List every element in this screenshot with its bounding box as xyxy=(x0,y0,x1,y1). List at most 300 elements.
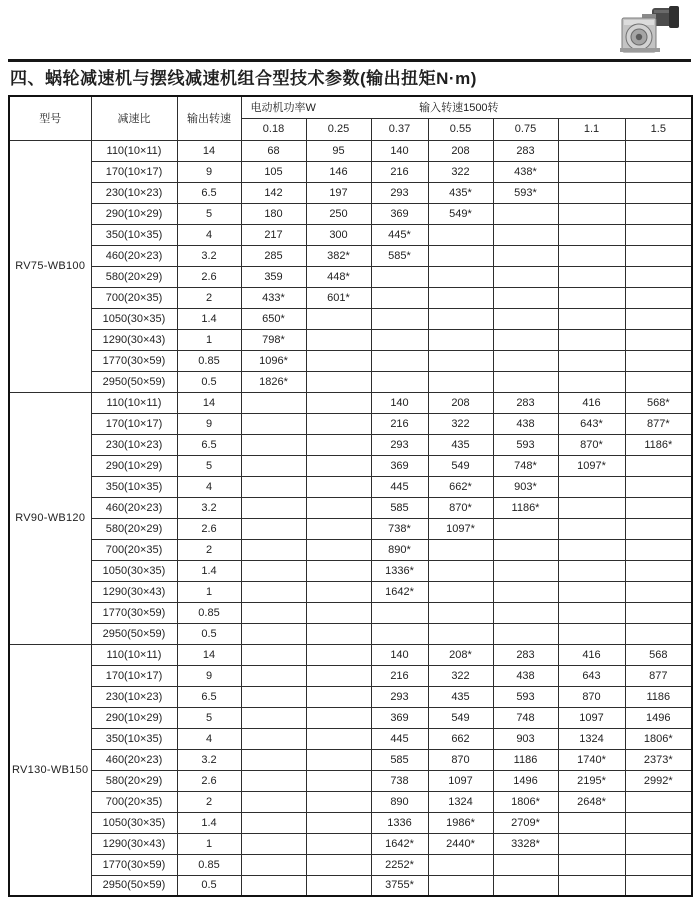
output-speed-cell: 0.85 xyxy=(177,854,241,875)
ratio-cell: 1290(30×43) xyxy=(91,581,177,602)
ratio-cell: 1050(30×35) xyxy=(91,308,177,329)
table-row xyxy=(9,329,692,350)
torque-value-cell xyxy=(493,371,558,392)
torque-value-cell: 1097* xyxy=(428,518,493,539)
ratio-cell: 290(10×29) xyxy=(91,203,177,224)
torque-value-cell: 549 xyxy=(428,707,493,728)
torque-value-cell: 146 xyxy=(306,161,371,182)
torque-value-cell xyxy=(371,287,428,308)
torque-value-cell xyxy=(306,497,371,518)
torque-value-cell xyxy=(241,602,306,623)
torque-value-cell xyxy=(306,350,371,371)
table-row xyxy=(9,371,692,392)
torque-value-cell: 1097* xyxy=(558,455,625,476)
torque-value-cell xyxy=(558,476,625,497)
torque-value-cell xyxy=(625,854,692,875)
torque-value-cell: 197 xyxy=(306,182,371,203)
torque-value-cell: 293 xyxy=(371,686,428,707)
torque-value-cell xyxy=(306,644,371,665)
torque-value-cell: 322 xyxy=(428,161,493,182)
torque-value-cell xyxy=(306,371,371,392)
torque-value-cell: 1826* xyxy=(241,371,306,392)
torque-value-cell xyxy=(558,518,625,539)
torque-value-cell: 1642* xyxy=(371,581,428,602)
table-row xyxy=(9,266,692,287)
col-header-power-group xyxy=(241,96,692,118)
spec-table xyxy=(8,95,693,897)
ratio-cell: 1050(30×35) xyxy=(91,560,177,581)
torque-value-cell: 585 xyxy=(371,497,428,518)
torque-value-cell xyxy=(558,224,625,245)
torque-value-cell: 369 xyxy=(371,203,428,224)
torque-value-cell: 208 xyxy=(428,392,493,413)
torque-value-cell: 445 xyxy=(371,476,428,497)
output-speed-cell: 1.4 xyxy=(177,308,241,329)
model-cell: RV90-WB120 xyxy=(9,392,91,644)
table-row xyxy=(9,413,692,434)
torque-value-cell: 217 xyxy=(241,224,306,245)
table-row xyxy=(9,623,692,644)
output-speed-cell: 9 xyxy=(177,665,241,686)
torque-value-cell xyxy=(371,623,428,644)
torque-value-cell: 1496 xyxy=(625,707,692,728)
table-row xyxy=(9,434,692,455)
torque-value-cell: 1186* xyxy=(625,434,692,455)
torque-value-cell xyxy=(241,560,306,581)
table-row xyxy=(9,161,692,182)
torque-value-cell xyxy=(306,581,371,602)
model-cell: RV75-WB100 xyxy=(9,140,91,392)
output-speed-cell: 4 xyxy=(177,476,241,497)
torque-value-cell xyxy=(625,539,692,560)
torque-value-cell xyxy=(241,623,306,644)
output-speed-cell: 6.5 xyxy=(177,686,241,707)
torque-value-cell: 369 xyxy=(371,707,428,728)
torque-value-cell xyxy=(493,518,558,539)
gearbox-photo xyxy=(612,4,684,58)
table-row xyxy=(9,854,692,875)
torque-value-cell xyxy=(625,329,692,350)
output-speed-cell: 1.4 xyxy=(177,560,241,581)
torque-value-cell xyxy=(493,245,558,266)
torque-value-cell xyxy=(428,602,493,623)
torque-value-cell xyxy=(371,371,428,392)
ratio-cell: 580(20×29) xyxy=(91,266,177,287)
output-speed-cell: 14 xyxy=(177,392,241,413)
table-row xyxy=(9,749,692,770)
torque-value-cell xyxy=(306,875,371,896)
ratio-cell: 1770(30×59) xyxy=(91,350,177,371)
output-speed-cell: 5 xyxy=(177,203,241,224)
ratio-cell: 230(10×23) xyxy=(91,686,177,707)
torque-value-cell: 1097 xyxy=(558,707,625,728)
torque-value-cell xyxy=(625,812,692,833)
torque-value-cell xyxy=(493,539,558,560)
torque-value-cell xyxy=(306,476,371,497)
ratio-cell: 230(10×23) xyxy=(91,434,177,455)
torque-value-cell xyxy=(493,623,558,644)
torque-value-cell: 438* xyxy=(493,161,558,182)
torque-value-cell: 798* xyxy=(241,329,306,350)
torque-value-cell xyxy=(241,497,306,518)
torque-value-cell: 140 xyxy=(371,140,428,161)
table-row xyxy=(9,581,692,602)
torque-value-cell: 549 xyxy=(428,455,493,476)
torque-value-cell: 216 xyxy=(371,161,428,182)
torque-value-cell: 208 xyxy=(428,140,493,161)
torque-value-cell xyxy=(625,266,692,287)
torque-value-cell xyxy=(558,308,625,329)
motor-power-label: 电动机功率W xyxy=(250,102,316,114)
ratio-cell: 700(20×35) xyxy=(91,539,177,560)
col-header-ratio: 减速比 xyxy=(91,96,177,140)
torque-value-cell: 1642* xyxy=(371,833,428,854)
torque-value-cell: 359 xyxy=(241,266,306,287)
torque-value-cell xyxy=(558,140,625,161)
torque-value-cell: 1324 xyxy=(428,791,493,812)
torque-value-cell xyxy=(241,707,306,728)
torque-value-cell xyxy=(306,854,371,875)
output-speed-cell: 1 xyxy=(177,329,241,350)
output-speed-cell: 3.2 xyxy=(177,749,241,770)
torque-value-cell xyxy=(625,350,692,371)
torque-value-cell: 142 xyxy=(241,182,306,203)
torque-value-cell xyxy=(306,329,371,350)
torque-value-cell: 1740* xyxy=(558,749,625,770)
torque-value-cell: 105 xyxy=(241,161,306,182)
torque-value-cell xyxy=(625,245,692,266)
torque-value-cell xyxy=(625,581,692,602)
torque-value-cell xyxy=(625,497,692,518)
torque-value-cell xyxy=(428,581,493,602)
torque-value-cell xyxy=(625,791,692,812)
torque-value-cell xyxy=(558,329,625,350)
torque-value-cell: 903* xyxy=(493,476,558,497)
output-speed-cell: 2.6 xyxy=(177,266,241,287)
torque-value-cell xyxy=(558,602,625,623)
ratio-cell: 460(20×23) xyxy=(91,497,177,518)
torque-value-cell xyxy=(493,203,558,224)
output-speed-cell: 3.2 xyxy=(177,245,241,266)
table-row xyxy=(9,875,692,896)
torque-value-cell: 593 xyxy=(493,686,558,707)
ratio-cell: 580(20×29) xyxy=(91,518,177,539)
torque-value-cell xyxy=(493,875,558,896)
ratio-cell: 1770(30×59) xyxy=(91,854,177,875)
torque-value-cell: 416 xyxy=(558,644,625,665)
table-row xyxy=(9,203,692,224)
torque-value-cell xyxy=(371,266,428,287)
ratio-cell: 230(10×23) xyxy=(91,182,177,203)
torque-value-cell: 250 xyxy=(306,203,371,224)
torque-value-cell xyxy=(241,392,306,413)
torque-value-cell: 445* xyxy=(371,224,428,245)
torque-value-cell xyxy=(241,539,306,560)
table-row xyxy=(9,644,692,665)
torque-value-cell: 585* xyxy=(371,245,428,266)
title-divider-rule xyxy=(8,59,691,62)
output-speed-cell: 1.4 xyxy=(177,812,241,833)
output-speed-cell: 4 xyxy=(177,224,241,245)
torque-value-cell: 283 xyxy=(493,140,558,161)
torque-value-cell xyxy=(625,182,692,203)
ratio-cell: 110(10×11) xyxy=(91,140,177,161)
table-row xyxy=(9,707,692,728)
torque-value-cell: 890* xyxy=(371,539,428,560)
torque-value-cell xyxy=(493,224,558,245)
torque-value-cell xyxy=(241,518,306,539)
torque-value-cell xyxy=(625,518,692,539)
torque-value-cell: 369 xyxy=(371,455,428,476)
ratio-cell: 700(20×35) xyxy=(91,287,177,308)
torque-value-cell: 216 xyxy=(371,413,428,434)
torque-value-cell: 445 xyxy=(371,728,428,749)
torque-value-cell xyxy=(558,833,625,854)
torque-value-cell: 890 xyxy=(371,791,428,812)
torque-value-cell: 300 xyxy=(306,224,371,245)
torque-value-cell xyxy=(558,350,625,371)
torque-value-cell xyxy=(428,875,493,896)
torque-value-cell: 3328* xyxy=(493,833,558,854)
torque-value-cell: 877* xyxy=(625,413,692,434)
torque-value-cell: 1324 xyxy=(558,728,625,749)
output-speed-cell: 0.5 xyxy=(177,371,241,392)
torque-value-cell xyxy=(428,350,493,371)
page-title: 四、蜗轮减速机与摆线减速机组合型技术参数(输出扭矩N·m) xyxy=(10,69,477,88)
torque-value-cell: 870* xyxy=(558,434,625,455)
torque-value-cell: 448* xyxy=(306,266,371,287)
torque-value-cell xyxy=(371,350,428,371)
torque-value-cell xyxy=(625,875,692,896)
ratio-cell: 460(20×23) xyxy=(91,749,177,770)
ratio-cell: 1290(30×43) xyxy=(91,833,177,854)
output-speed-cell: 2 xyxy=(177,539,241,560)
torque-value-cell xyxy=(241,644,306,665)
torque-value-cell xyxy=(493,602,558,623)
table-row xyxy=(9,392,692,413)
ratio-cell: 170(10×17) xyxy=(91,413,177,434)
torque-value-cell: 643 xyxy=(558,665,625,686)
output-speed-cell: 6.5 xyxy=(177,434,241,455)
col-header-power-025: 0.25 xyxy=(306,118,371,140)
torque-value-cell xyxy=(428,854,493,875)
torque-value-cell xyxy=(625,203,692,224)
table-row xyxy=(9,518,692,539)
table-row xyxy=(9,140,692,161)
torque-value-cell: 2440* xyxy=(428,833,493,854)
model-cell: RV130-WB150 xyxy=(9,644,91,896)
torque-value-cell xyxy=(306,686,371,707)
ratio-cell: 700(20×35) xyxy=(91,791,177,812)
torque-value-cell xyxy=(306,455,371,476)
torque-value-cell: 322 xyxy=(428,413,493,434)
output-speed-cell: 0.5 xyxy=(177,623,241,644)
torque-value-cell xyxy=(428,266,493,287)
torque-value-cell: 601* xyxy=(306,287,371,308)
torque-value-cell: 95 xyxy=(306,140,371,161)
torque-value-cell xyxy=(493,560,558,581)
torque-value-cell xyxy=(306,623,371,644)
torque-value-cell xyxy=(493,266,558,287)
torque-value-cell xyxy=(241,791,306,812)
torque-value-cell: 1806* xyxy=(493,791,558,812)
output-speed-cell: 2 xyxy=(177,287,241,308)
table-row xyxy=(9,728,692,749)
torque-value-cell xyxy=(558,182,625,203)
torque-value-cell: 2252* xyxy=(371,854,428,875)
table-row xyxy=(9,245,692,266)
ratio-cell: 2950(50×59) xyxy=(91,623,177,644)
output-speed-cell: 9 xyxy=(177,413,241,434)
torque-value-cell: 738* xyxy=(371,518,428,539)
ratio-cell: 2950(50×59) xyxy=(91,875,177,896)
torque-value-cell xyxy=(241,476,306,497)
torque-value-cell xyxy=(241,728,306,749)
torque-value-cell: 1986* xyxy=(428,812,493,833)
torque-value-cell xyxy=(306,560,371,581)
torque-value-cell xyxy=(428,287,493,308)
torque-value-cell xyxy=(428,224,493,245)
torque-value-cell: 748* xyxy=(493,455,558,476)
torque-value-cell xyxy=(306,728,371,749)
torque-value-cell xyxy=(625,623,692,644)
torque-value-cell xyxy=(558,287,625,308)
torque-value-cell xyxy=(625,602,692,623)
torque-value-cell xyxy=(306,665,371,686)
ratio-cell: 110(10×11) xyxy=(91,392,177,413)
torque-value-cell xyxy=(306,833,371,854)
ratio-cell: 2950(50×59) xyxy=(91,371,177,392)
table-row xyxy=(9,686,692,707)
torque-value-cell xyxy=(241,854,306,875)
torque-value-cell: 1806* xyxy=(625,728,692,749)
torque-value-cell xyxy=(306,791,371,812)
torque-value-cell xyxy=(625,224,692,245)
torque-value-cell xyxy=(558,539,625,560)
torque-value-cell xyxy=(428,560,493,581)
torque-value-cell xyxy=(371,329,428,350)
torque-value-cell: 2195* xyxy=(558,770,625,791)
torque-value-cell: 748 xyxy=(493,707,558,728)
torque-value-cell xyxy=(558,581,625,602)
output-speed-cell: 0.85 xyxy=(177,602,241,623)
torque-value-cell: 285 xyxy=(241,245,306,266)
col-header-model: 型号 xyxy=(9,96,91,140)
col-header-power-037: 0.37 xyxy=(371,118,428,140)
table-body xyxy=(9,140,692,896)
torque-value-cell xyxy=(625,287,692,308)
output-speed-cell: 6.5 xyxy=(177,182,241,203)
torque-value-cell: 433* xyxy=(241,287,306,308)
torque-value-cell: 283 xyxy=(493,644,558,665)
table-row xyxy=(9,833,692,854)
ratio-cell: 460(20×23) xyxy=(91,245,177,266)
torque-value-cell: 549* xyxy=(428,203,493,224)
ratio-cell: 350(10×35) xyxy=(91,476,177,497)
output-speed-cell: 3.2 xyxy=(177,497,241,518)
table-row xyxy=(9,455,692,476)
torque-value-cell xyxy=(241,413,306,434)
col-header-power-055: 0.55 xyxy=(428,118,493,140)
torque-value-cell xyxy=(558,161,625,182)
torque-value-cell xyxy=(558,560,625,581)
torque-value-cell: 1496 xyxy=(493,770,558,791)
torque-value-cell: 435 xyxy=(428,686,493,707)
torque-value-cell xyxy=(241,686,306,707)
torque-value-cell xyxy=(428,539,493,560)
table-row xyxy=(9,539,692,560)
torque-value-cell: 216 xyxy=(371,665,428,686)
col-header-power-018: 0.18 xyxy=(241,118,306,140)
torque-value-cell xyxy=(428,245,493,266)
torque-value-cell xyxy=(241,875,306,896)
table-row xyxy=(9,770,692,791)
torque-value-cell: 322 xyxy=(428,665,493,686)
torque-value-cell: 568 xyxy=(625,644,692,665)
table-row xyxy=(9,182,692,203)
torque-value-cell: 2992* xyxy=(625,770,692,791)
torque-value-cell: 877 xyxy=(625,665,692,686)
output-speed-cell: 2.6 xyxy=(177,518,241,539)
ratio-cell: 350(10×35) xyxy=(91,224,177,245)
torque-value-cell xyxy=(306,518,371,539)
output-speed-cell: 9 xyxy=(177,161,241,182)
torque-value-cell: 1186 xyxy=(493,749,558,770)
torque-value-cell: 435* xyxy=(428,182,493,203)
torque-value-cell: 738 xyxy=(371,770,428,791)
torque-value-cell: 662 xyxy=(428,728,493,749)
torque-value-cell: 283 xyxy=(493,392,558,413)
torque-value-cell xyxy=(306,749,371,770)
output-speed-cell: 1 xyxy=(177,833,241,854)
ratio-cell: 110(10×11) xyxy=(91,644,177,665)
torque-value-cell: 2648* xyxy=(558,791,625,812)
col-header-power-15: 1.5 xyxy=(625,118,692,140)
torque-value-cell xyxy=(493,350,558,371)
ratio-cell: 290(10×29) xyxy=(91,455,177,476)
output-speed-cell: 2 xyxy=(177,791,241,812)
torque-value-cell xyxy=(558,623,625,644)
torque-value-cell xyxy=(625,371,692,392)
header-row-top xyxy=(9,96,692,118)
torque-value-cell: 870 xyxy=(558,686,625,707)
torque-value-cell xyxy=(493,308,558,329)
col-header-output-speed: 输出转速 xyxy=(177,96,241,140)
torque-value-cell xyxy=(241,665,306,686)
torque-value-cell: 1336 xyxy=(371,812,428,833)
torque-value-cell xyxy=(625,560,692,581)
torque-value-cell: 585 xyxy=(371,749,428,770)
torque-value-cell xyxy=(558,497,625,518)
table-row xyxy=(9,791,692,812)
torque-value-cell xyxy=(558,245,625,266)
torque-value-cell: 650* xyxy=(241,308,306,329)
table-row xyxy=(9,308,692,329)
output-speed-cell: 5 xyxy=(177,455,241,476)
torque-value-cell: 2709* xyxy=(493,812,558,833)
input-speed-label: 输入转速1500转 xyxy=(419,102,499,114)
torque-value-cell xyxy=(558,854,625,875)
torque-value-cell xyxy=(241,812,306,833)
torque-value-cell: 643* xyxy=(558,413,625,434)
torque-value-cell: 568* xyxy=(625,392,692,413)
torque-value-cell: 416 xyxy=(558,392,625,413)
torque-value-cell xyxy=(493,287,558,308)
torque-value-cell xyxy=(558,266,625,287)
output-speed-cell: 14 xyxy=(177,140,241,161)
torque-value-cell xyxy=(493,854,558,875)
ratio-cell: 1290(30×43) xyxy=(91,329,177,350)
